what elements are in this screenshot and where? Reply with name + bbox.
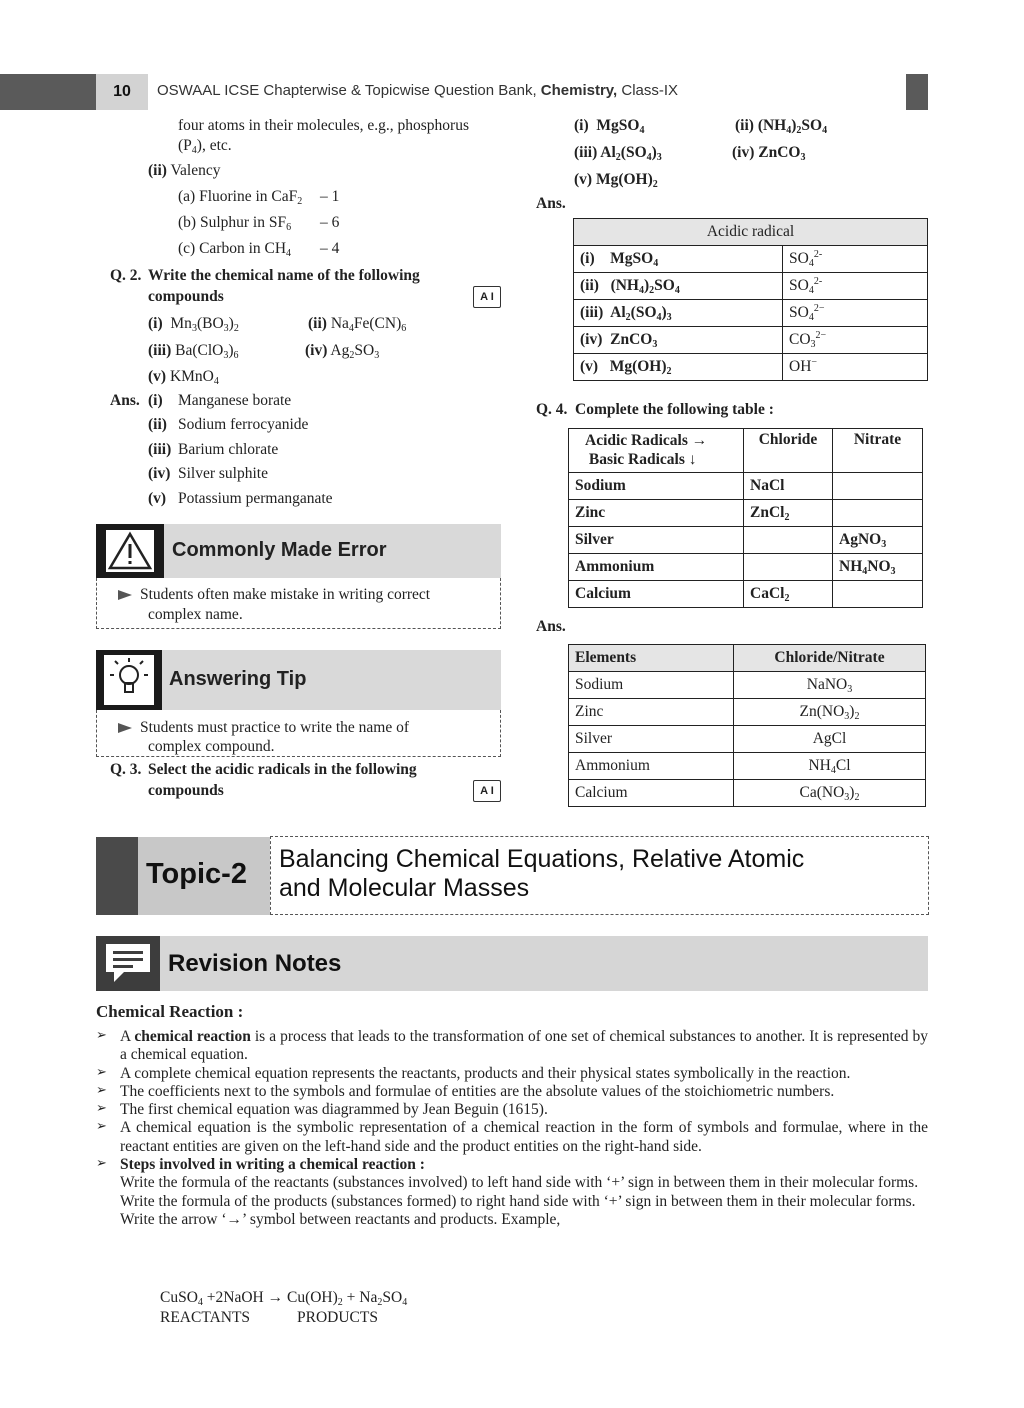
q3-option: (ii) $(NH_4)_2SO_4$ — [735, 117, 828, 136]
ans-label: Ans. — [536, 618, 566, 635]
table-cell: $SO_4^{2-}$ — [783, 273, 928, 300]
table-cell: $NH_4Cl$ — [734, 753, 926, 780]
table-row — [574, 300, 928, 327]
table-row — [574, 246, 928, 273]
table-header-cell: Elements — [569, 645, 734, 672]
table-row — [569, 726, 926, 753]
step-text: Write the arrow ‘→’ symbol between reactants and products. Example, — [120, 1210, 561, 1228]
intro-line-1: four atoms in their molecules, e.g., phosphorus — [178, 117, 470, 134]
cme-title: Commonly Made Error — [172, 539, 387, 561]
q3-option: (iii) $Al_2(SO_4)_3$ — [574, 144, 662, 163]
valency-item: (a) Fluorine in CaF$_2$ — [178, 188, 303, 207]
table-cell: Ammonium — [569, 553, 744, 580]
tip-text: Students must practice to write the name of — [118, 718, 409, 738]
ai-icon: A I — [473, 780, 501, 802]
topic-band — [96, 837, 138, 915]
table-row — [569, 499, 923, 526]
reactants-label: REACTANTS — [160, 1309, 251, 1326]
table-cell: (ii) $(NH_4)_2SO_4$ — [574, 273, 783, 300]
answer-num: (iii) — [148, 441, 172, 458]
q2-option: (v) KMnO$_4$ — [148, 368, 219, 387]
q3-option: (v) $Mg(OH)_2$ — [574, 171, 658, 190]
notes-heading: Chemical Reaction : — [96, 1002, 244, 1021]
table-cell: $Zn(NO_3)_2$ — [734, 699, 926, 726]
table-row — [569, 580, 923, 607]
q2-text: Write the chemical name of the following — [148, 267, 420, 284]
table-cell: (iv) ZnCO$_3$ — [574, 327, 783, 354]
ans-label: Ans. — [110, 392, 140, 409]
table-cell: OH− — [783, 354, 928, 381]
valency-item: (b) Sulphur in $SF_6$ — [178, 214, 292, 233]
list-item: ➢ A complete chemical equation represents the reactants, products and their physical states symbolically in the reaction. — [96, 1065, 928, 1083]
q3-number: Q. 3. — [110, 761, 142, 778]
table-row — [569, 780, 926, 807]
q3-option: (iv) ZnCO$_3$ — [732, 144, 806, 163]
table-row — [574, 327, 928, 354]
table-header-cell: Chloride — [744, 429, 833, 473]
table-cell: NaNO$_3$ — [734, 672, 926, 699]
table-cell — [744, 553, 833, 580]
q4-number: Q. 4. — [536, 401, 568, 418]
q2-option: (ii) $Na_4Fe(CN)_6$ — [308, 315, 407, 334]
q2-text-cont: compounds — [148, 288, 224, 305]
valency-value: – 1 — [320, 188, 340, 205]
answer-text: Manganese borate — [178, 392, 292, 409]
table-cell: $CO_3^{2-}$ — [783, 327, 928, 354]
table-cell — [833, 472, 923, 499]
table-cell: (v) $Mg(OH)_2$ — [574, 354, 783, 381]
list-item: ➢ The coefficients next to the symbols and formulae of entities are the absolute values of the stoichiometric numbers. — [96, 1083, 928, 1101]
answer-num: (iv) — [148, 465, 171, 482]
table-row — [569, 472, 923, 499]
table-cell: Silver — [569, 726, 734, 753]
table-cell — [744, 526, 833, 553]
table-row — [574, 354, 928, 381]
table-cell: Ammonium — [569, 753, 734, 780]
table-row — [574, 273, 928, 300]
table-header-cell: Chloride/Nitrate — [734, 645, 926, 672]
table-cell: NaCl — [744, 472, 833, 499]
table-cell: (i) MgSO$_4$ — [574, 246, 783, 273]
q4-text: Complete the following table : — [575, 401, 774, 418]
step-text: Write the formula of the products (substances formed) to right hand side with ‘+’ sign in between them in their molecular forms. — [120, 1192, 916, 1210]
q3-text-cont: compounds — [148, 782, 224, 799]
revision-title: Revision Notes — [168, 950, 342, 977]
table-cell: CaCl$_2$ — [744, 580, 833, 607]
q2-option: (iv) $Ag_2SO_3$ — [305, 342, 380, 361]
arrow-bullet-icon — [118, 590, 132, 600]
list-item: ➢ A chemical equation is the symbolic representation of a chemical reaction in the form of symbols and formulae, where in the reactant entities are given on the left-hand side and the product entities on the right-hand side. — [96, 1119, 928, 1156]
table-cell: Sodium — [569, 472, 744, 499]
table-row — [569, 753, 926, 780]
answer-num: (v) — [148, 490, 167, 507]
table-cell: $NH_4NO_3$ — [833, 553, 923, 580]
list-item: ➢ A chemical reaction is a process that leads to the transformation of one set of chemical substances to another. It is represented by a chemical equation. — [96, 1028, 928, 1065]
table-cell: ZnCl$_2$ — [744, 499, 833, 526]
cme-text-cont: complex name. — [148, 606, 243, 623]
table-row — [569, 672, 926, 699]
lightbulb-icon — [96, 650, 162, 710]
answer-text: Sodium ferrocyanide — [178, 416, 309, 433]
table-cell — [833, 499, 923, 526]
warning-icon — [96, 524, 164, 578]
table-cell: $SO_4^{2-}$ — [783, 300, 928, 327]
notes-list — [96, 1028, 928, 1229]
table-cell: Zinc — [569, 499, 744, 526]
answer-text: Potassium permanganate — [178, 490, 333, 507]
table-cell: $SO_4^{2-}$ — [783, 246, 928, 273]
table-cell: Silver — [569, 526, 744, 553]
valency-item: (c) Carbon in $CH_4$ — [178, 240, 292, 259]
intro-line-2: $(P_4)$, etc. — [178, 137, 232, 156]
page-number: 10 — [96, 74, 148, 110]
tip-title: Answering Tip — [169, 668, 307, 690]
arrow-bullet-icon — [118, 723, 132, 733]
table-header-row — [569, 645, 926, 672]
topic-title: Balancing Chemical Equations, Relative Atomic and Molecular Masses — [279, 845, 805, 902]
table-cell: Zinc — [569, 699, 734, 726]
q2-option: (iii) $Ba(ClO_3)_6$ — [148, 342, 239, 361]
answer-table — [568, 644, 926, 807]
table-cell: $Ca(NO_3)_2$ — [734, 780, 926, 807]
q2-number: Q. 2. — [110, 267, 142, 284]
tip-text-cont: complex compound. — [148, 738, 275, 755]
table-row — [569, 526, 923, 553]
table-header-cell: Nitrate — [833, 429, 923, 473]
table-cell: AgCl — [734, 726, 926, 753]
acidic-radical-table — [573, 218, 928, 381]
ai-icon: A I — [473, 286, 501, 308]
example-equation: CuSO$_4$ +2NaOH → $Cu(OH)_2 + Na_2SO_4$ — [160, 1289, 408, 1308]
table-cell: Calcium — [569, 580, 744, 607]
table-cell: Calcium — [569, 780, 734, 807]
valency-value: – 4 — [320, 240, 340, 257]
topic-label: Topic-2 — [146, 858, 247, 890]
valency-value: – 6 — [320, 214, 340, 231]
cme-text: Students often make mistake in writing correct — [118, 585, 430, 605]
table-header-cell: Acidic Radicals → Basic Radicals ↓ — [569, 429, 744, 473]
answer-num: (ii) — [148, 416, 167, 433]
ans-label: Ans. — [536, 195, 566, 212]
q2-option: (i) $Mn_3(BO_3)_2$ — [148, 315, 239, 334]
header-marker — [906, 74, 928, 110]
table-cell — [833, 580, 923, 607]
notes-icon — [96, 936, 160, 991]
answer-num: (i) — [148, 392, 163, 409]
table-row — [569, 553, 923, 580]
table-cell: Sodium — [569, 672, 734, 699]
table-row — [569, 699, 926, 726]
table-header-row — [569, 429, 923, 473]
running-header: OSWAAL ICSE Chapterwise & Topicwise Question Bank, Chemistry, Class-IX — [157, 82, 679, 99]
complete-table — [568, 428, 923, 608]
step-text: Write the formula of the reactants (substances involved) to left hand side with ‘+’ sign in between them in their molecular forms. — [120, 1174, 919, 1192]
answer-text: Silver sulphite — [178, 465, 268, 482]
table-header-row — [574, 219, 928, 246]
list-item: ➢ Steps involved in writing a chemical reaction : Write the formula of the reactants (substances involved) to left hand side with ‘+’ sign in between them in their molecular forms. Write the formula of the products (substances formed) to right hand side with ‘+’ sign in between them in their molecular forms. Write the arrow ‘→’ symbol between reactants and products. Example, — [96, 1156, 928, 1229]
table-cell: AgNO$_3$ — [833, 526, 923, 553]
table-header-cell: Acidic radical — [574, 219, 928, 246]
valency-heading: (ii) Valency — [148, 162, 221, 179]
products-label: PRODUCTS — [297, 1309, 378, 1326]
q3-text: Select the acidic radicals in the following — [148, 761, 417, 778]
table-cell: (iii) $Al_2(SO_4)_3$ — [574, 300, 783, 327]
list-item: ➢ The first chemical equation was diagrammed by Jean Beguin (1615). — [96, 1101, 928, 1119]
q3-option: (i) MgSO$_4$ — [574, 117, 645, 136]
answer-text: Barium chlorate — [178, 441, 279, 458]
